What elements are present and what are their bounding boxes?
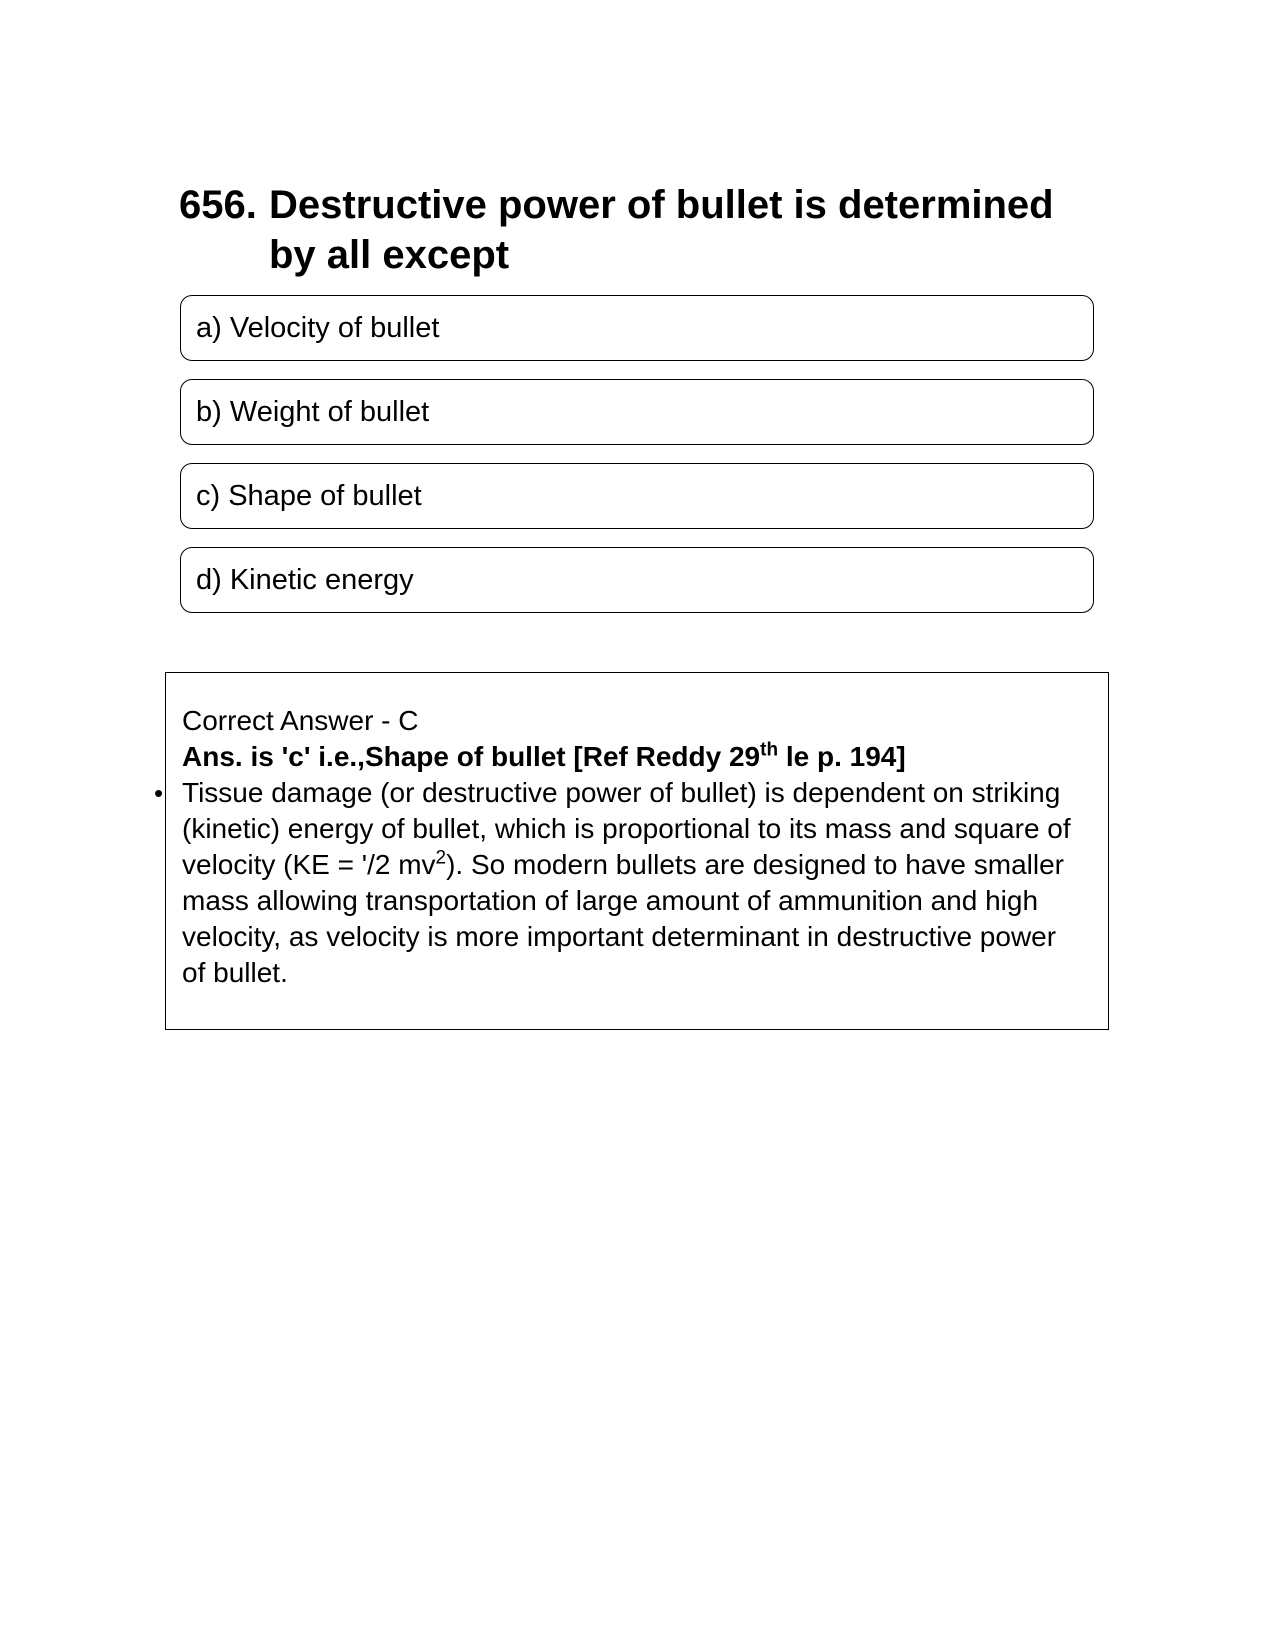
option-d[interactable]: d) Kinetic energy (180, 547, 1094, 613)
question-text: Destructive power of bullet is determined by all except (269, 183, 1054, 277)
explanation-superscript: 2 (435, 847, 447, 869)
option-b[interactable]: b) Weight of bullet (180, 379, 1094, 445)
bullet-icon: • (154, 778, 164, 808)
option-c[interactable]: c) Shape of bullet (180, 463, 1094, 529)
answer-superscript: th (760, 739, 779, 761)
correct-answer-line: Correct Answer - C (182, 705, 419, 736)
explanation-bullet (154, 775, 1082, 991)
answer-reference-line (182, 739, 1082, 775)
answer-suffix: le p. 194] (778, 741, 906, 772)
option-a[interactable]: a) Velocity of bullet (180, 295, 1094, 361)
answer-middle: i.e.,Shape of bullet [Ref Reddy 29 (310, 741, 761, 772)
question-number: 656. (179, 183, 257, 227)
answer-prefix: Ans. is (182, 741, 282, 772)
answer-letter: 'c' (281, 741, 311, 772)
answer-explanation-box (154, 672, 1109, 1030)
explanation-text-part1: Tissue damage (or destructive power of bullet) is dependent on striking (kinetic) energy of bullet, which is proportional to its mass and square of velocity (KE = '/2 mv (182, 777, 1071, 880)
explanation-text-part2: ). So modern bullets are designed to have smaller mass allowing transportation of large amount of ammunition and high velocity, as velocity is more important determinant in destructive power of bullet. (182, 849, 1064, 988)
answer-content (154, 703, 1082, 991)
